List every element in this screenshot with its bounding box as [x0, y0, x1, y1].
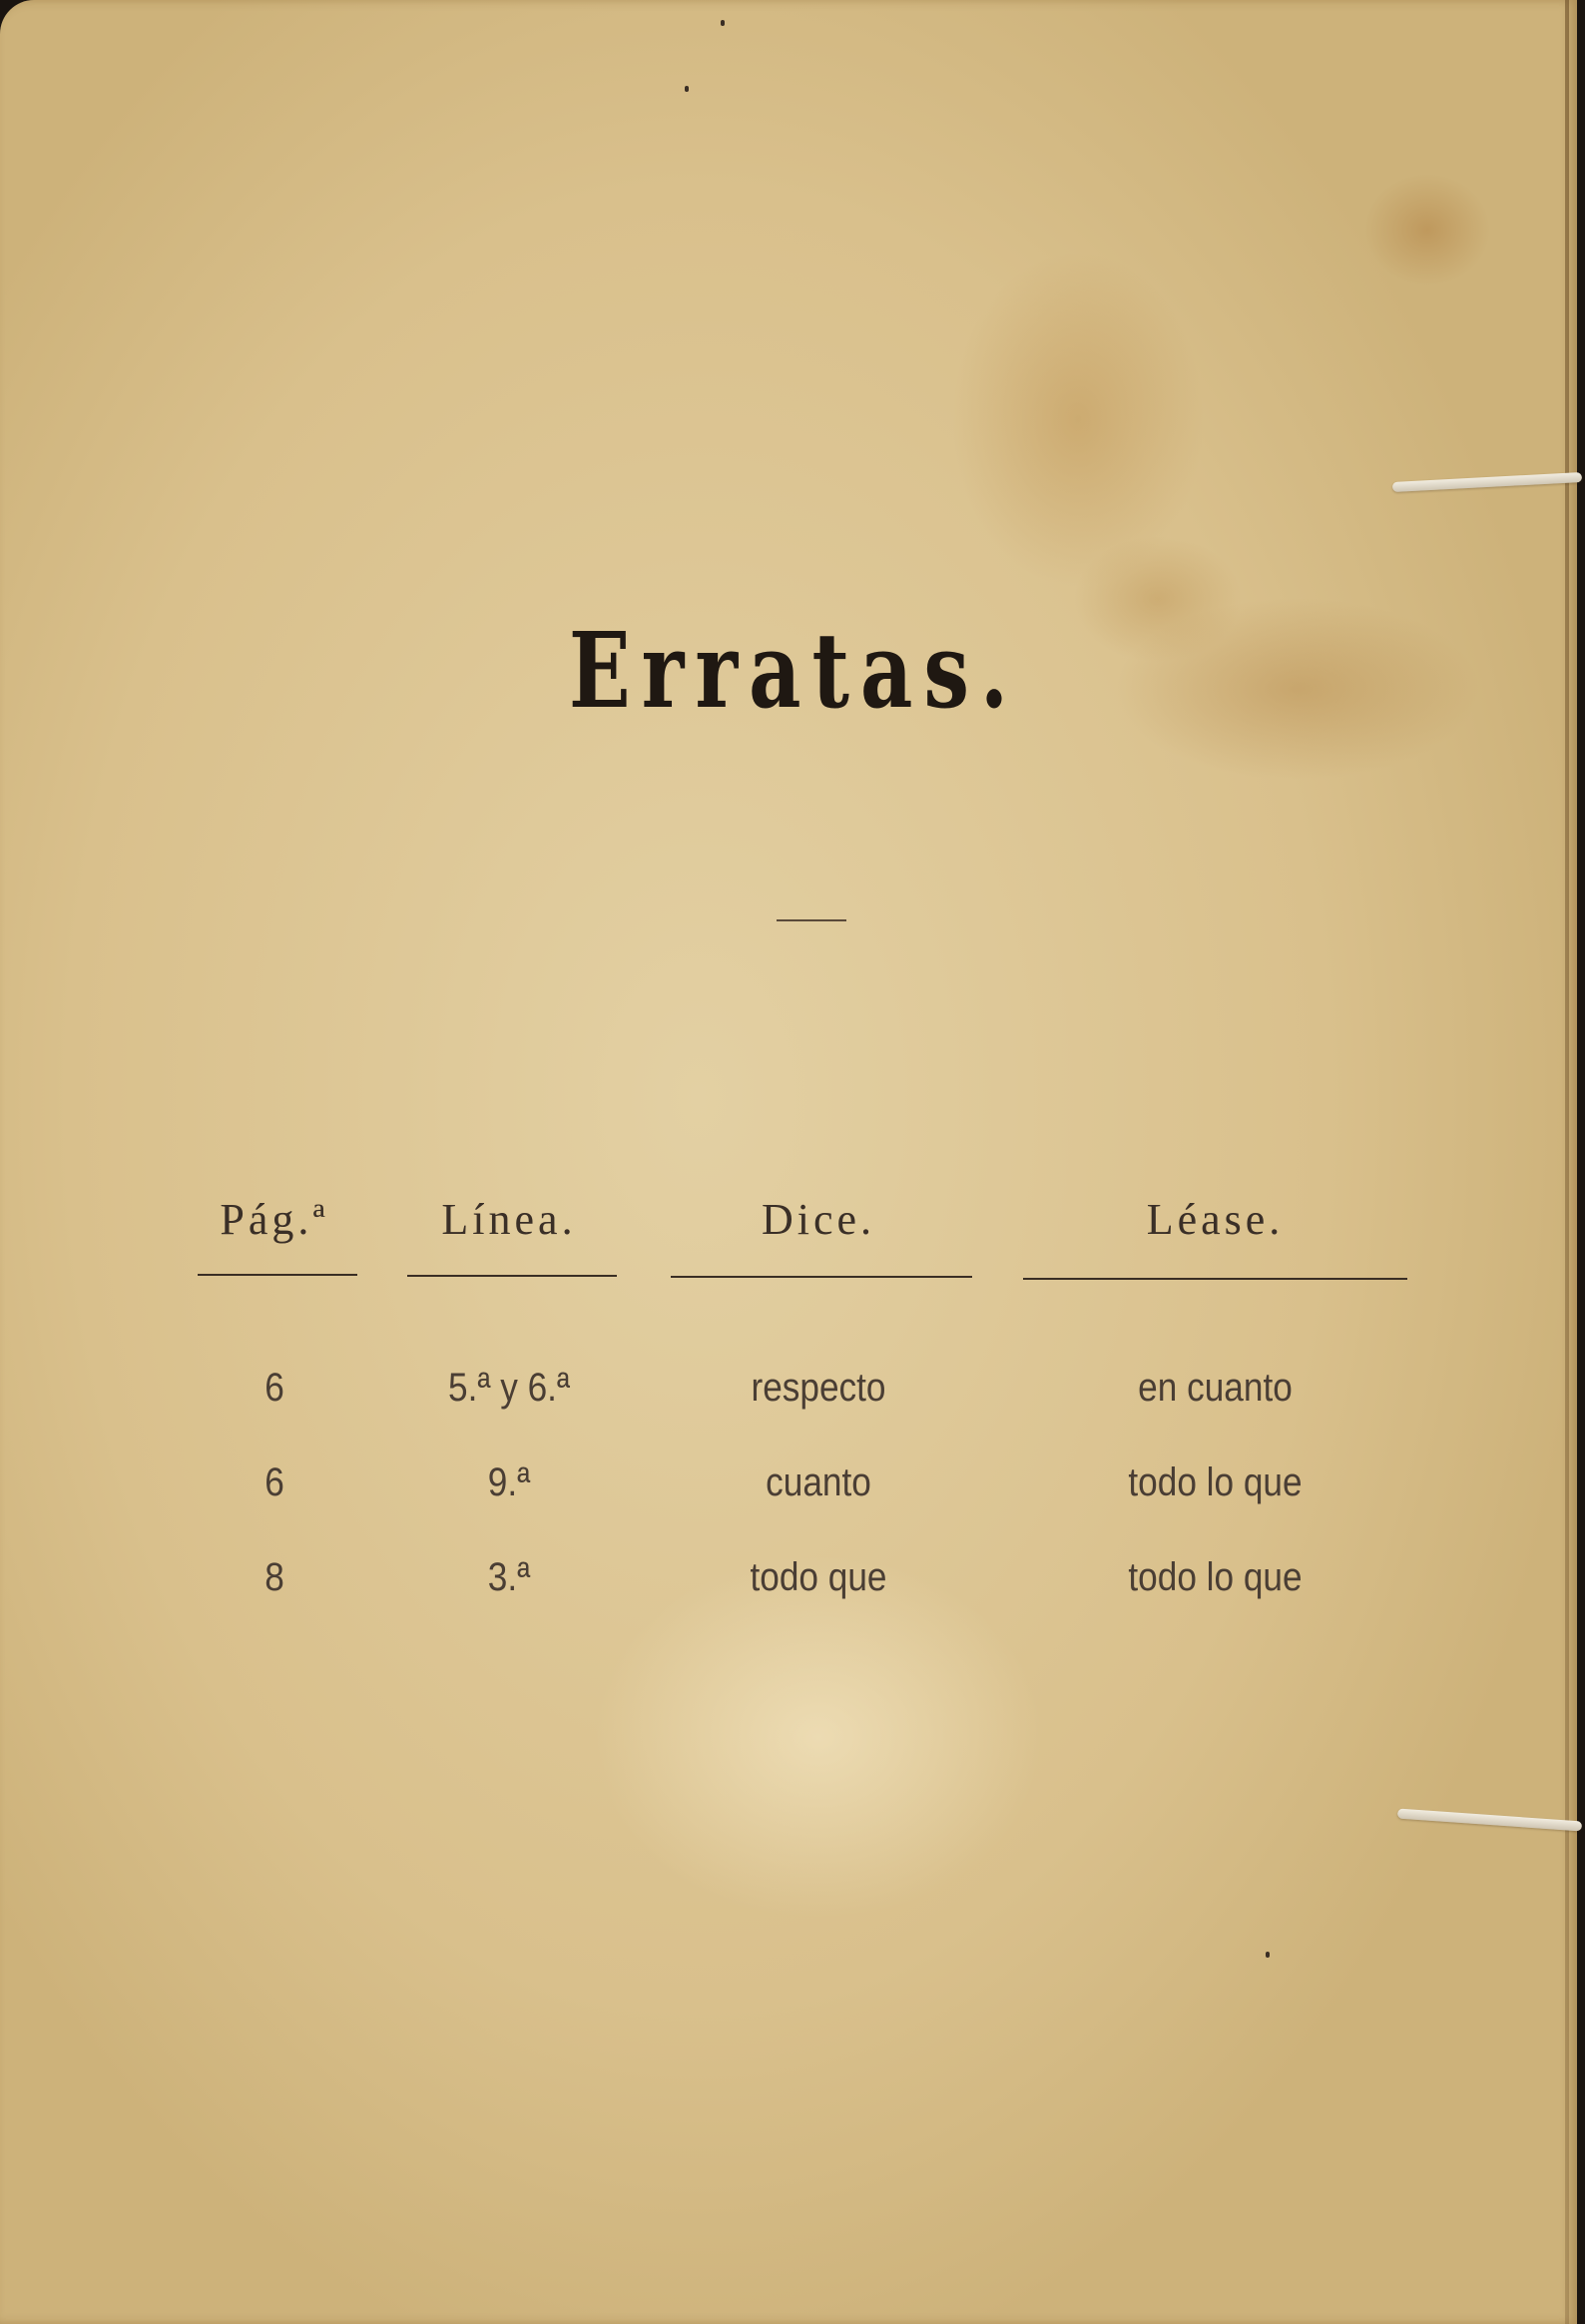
header-underline-line	[407, 1275, 617, 1277]
cell-says-row3: todo que	[750, 1555, 887, 1599]
cell-read-row2: todo lo que	[1128, 1460, 1303, 1504]
binding-string-bottom	[1397, 1809, 1582, 1832]
page-title: Erratas.	[568, 609, 1020, 732]
binding-string-top	[1392, 472, 1582, 492]
title-divider	[777, 919, 846, 921]
cell-page-row2: 6	[264, 1460, 284, 1504]
paper-speck	[685, 86, 689, 92]
cell-read-row3: todo lo que	[1128, 1555, 1303, 1599]
cell-page-row1: 6	[264, 1366, 284, 1410]
column-header-line: Línea.	[441, 1195, 577, 1244]
cell-says-row2: cuanto	[766, 1460, 871, 1504]
column-header-page: Pág.ª	[220, 1195, 329, 1244]
cell-line-row2: 9.ª	[487, 1460, 531, 1504]
paper-speck	[721, 20, 725, 26]
header-underline-read	[1023, 1278, 1407, 1280]
page-edge	[1565, 0, 1569, 2324]
header-underline-says	[671, 1276, 972, 1278]
paper-speck	[1266, 1952, 1270, 1958]
cell-read-row1: en cuanto	[1138, 1366, 1293, 1410]
header-underline-page	[198, 1274, 357, 1276]
cell-says-row1: respecto	[751, 1366, 886, 1410]
cell-line-row1: 5.ª y 6.ª	[448, 1366, 570, 1410]
cell-line-row3: 3.ª	[487, 1555, 531, 1599]
column-header-says: Dice.	[761, 1195, 876, 1244]
cell-page-row3: 8	[264, 1555, 284, 1599]
column-header-read: Léase.	[1146, 1195, 1285, 1244]
